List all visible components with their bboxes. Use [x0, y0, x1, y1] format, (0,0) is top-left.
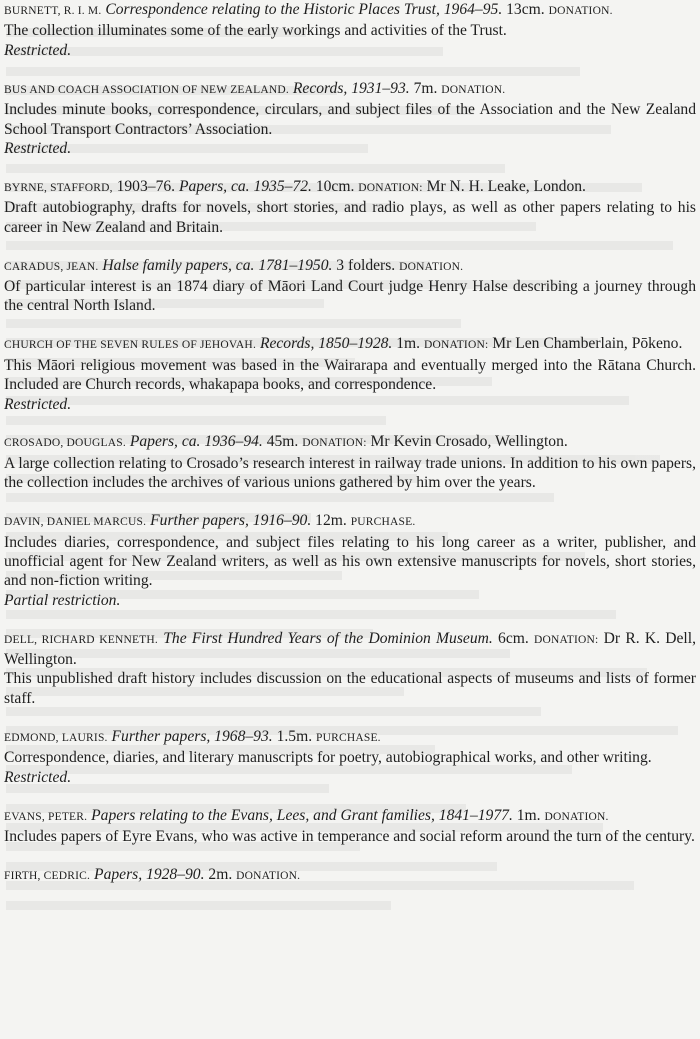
access-note: Restricted.	[4, 768, 72, 786]
entry-description: This Māori religious movement was based in the Wairarapa and eventually merged into the Rātana Church. Included are Church records, whakapapa books, and correspondence.	[4, 356, 696, 394]
entry-detail: 1.5m.	[272, 727, 316, 745]
entry-description: Draft autobiography, drafts for novels, short stories, and radio plays, as well as other papers relating to his career in New Zealand and Britain.	[4, 199, 696, 236]
entry-title: Papers relating to the Evans, Lees, and Grant families, 1841–1977.	[91, 806, 513, 824]
small-caps-text: DONATION:	[423, 339, 489, 352]
small-caps-text: DONATION:	[358, 181, 423, 194]
catalogue-entry	[4, 432, 696, 492]
entry-detail: Mr Kevin Crosado, Wellington.	[366, 433, 568, 451]
catalogue-entry	[4, 629, 696, 709]
catalogue-entry	[4, 511, 696, 610]
small-caps-text: BUS AND COACH ASSOCIATION OF NEW ZEALAND.	[4, 83, 289, 96]
small-caps-text: EDMOND, LAURIS.	[4, 731, 108, 744]
small-caps-text: PURCHASE.	[350, 516, 416, 529]
access-note: Restricted.	[4, 41, 72, 59]
catalogue-entry	[4, 806, 696, 847]
access-note: Restricted.	[4, 139, 72, 157]
small-caps-text: DONATION.	[548, 5, 613, 17]
entry-detail: 12m.	[311, 512, 351, 530]
small-caps-text: PURCHASE.	[316, 731, 381, 744]
entry-description: This unpublished draft history includes discussion on the educational aspects of museums and lists of former staff.	[4, 670, 696, 707]
accessions-list	[4, 0, 696, 905]
catalogue-entry	[4, 334, 696, 414]
entry-heading	[4, 0, 696, 21]
small-caps-text: DELL, RICHARD KENNETH.	[4, 633, 158, 646]
small-caps-text: DONATION.	[441, 83, 506, 96]
access-note: Restricted.	[4, 395, 72, 413]
catalogue-entry	[4, 0, 696, 60]
entry-detail: 10cm.	[311, 177, 359, 195]
entry-description: Includes diaries, correspondence, and subject files relating to his long career as a writer, publisher, and unofficial agent for New Zealand writers, as well as his own extensive manuscripts for novels, short stories, and non-fiction writing.	[4, 533, 696, 590]
entry-heading	[4, 727, 696, 748]
entry-detail: 7m.	[409, 79, 442, 97]
small-caps-text: DONATION:	[534, 633, 599, 646]
entry-detail: Mr N. H. Leake, London.	[422, 177, 586, 195]
catalogue-entry	[4, 79, 696, 159]
entry-title: Further papers, 1968–93.	[111, 727, 273, 745]
entry-title: Halse family papers, ca. 1781–1950.	[102, 256, 333, 274]
entry-description: A large collection relating to Crosado’s research interest in railway trade unions. In addition to his own papers, the collection includes the archives of various unions gathered by him over the years.	[4, 454, 696, 492]
entry-title: Records, 1850–1928.	[259, 335, 393, 353]
entry-detail: 13cm.	[502, 1, 549, 18]
entry-description: Correspondence, diaries, and literary manuscripts for poetry, autobiographical works, and other writing.	[4, 749, 652, 767]
small-caps-text: CARADUS, JEAN.	[4, 260, 99, 273]
entry-heading	[4, 629, 696, 670]
entry-heading	[4, 79, 696, 100]
small-caps-text: DONATION:	[302, 437, 367, 450]
entry-detail: Mr Len Chamberlain, Pōkeno.	[488, 335, 683, 353]
small-caps-text: EVANS, PETER.	[4, 810, 88, 823]
small-caps-text: CROSADO, DOUGLAS.	[4, 437, 126, 450]
entry-heading	[4, 334, 696, 355]
entry-title: Correspondence relating to the Historic Places Trust, 1964–95.	[105, 1, 503, 18]
entry-title: Papers, 1928–90.	[94, 865, 205, 883]
small-caps-text: DONATION.	[236, 869, 301, 882]
small-caps-text: DONATION.	[399, 260, 464, 273]
entry-detail: 1m.	[392, 335, 424, 353]
small-caps-text: DAVIN, DANIEL MARCUS.	[4, 516, 147, 529]
entry-title: Papers, ca. 1936–94.	[129, 433, 263, 451]
small-caps-text: DONATION.	[544, 810, 609, 823]
entry-title: The First Hundred Years of the Dominion Museum.	[163, 629, 493, 647]
entry-detail: 1903–76.	[112, 177, 179, 195]
entry-title: Further papers, 1916–90.	[150, 512, 312, 530]
catalogue-entry	[4, 865, 696, 886]
small-caps-text: CHURCH OF THE SEVEN RULES OF JEHOVAH.	[4, 339, 257, 352]
entry-heading	[4, 511, 696, 532]
entry-title: Records, 1931–93.	[292, 79, 410, 97]
entry-description: The collection illuminates some of the early workings and activities of the Trust.	[4, 22, 507, 40]
access-note: Partial restriction.	[4, 591, 121, 609]
catalogue-entry	[4, 727, 696, 787]
entry-detail: 3 folders.	[332, 256, 400, 274]
entry-description: Of particular interest is an 1874 diary of Māori Land Court judge Henry Halse describing a journey through the central North Island.	[4, 277, 696, 315]
entry-detail: 2m.	[204, 865, 237, 883]
entry-title: Papers, ca. 1935–72.	[178, 177, 312, 195]
catalogue-entry	[4, 177, 696, 237]
entry-description: Includes papers of Eyre Evans, who was active in temperance and social reform around the turn of the century.	[4, 827, 695, 845]
entry-heading	[4, 806, 696, 827]
entry-heading	[4, 865, 696, 886]
entry-detail: 45m.	[262, 433, 303, 451]
small-caps-text: BYRNE, STAFFORD,	[4, 181, 113, 194]
entry-detail: 6cm.	[492, 629, 534, 647]
entry-heading	[4, 256, 696, 277]
small-caps-text: BURNETT, R. I. M.	[4, 5, 102, 17]
entry-detail: Dr R. K. Dell, Wellington.	[4, 629, 696, 669]
entry-heading	[4, 432, 696, 453]
entry-detail: 1m.	[512, 806, 545, 824]
entry-description: Includes minute books, correspondence, circulars, and subject files of the Association and the New Zealand School Transport Contractors’ Association.	[4, 101, 696, 138]
entry-heading	[4, 177, 696, 198]
small-caps-text: FIRTH, CEDRIC.	[4, 869, 91, 882]
catalogue-entry	[4, 256, 696, 316]
